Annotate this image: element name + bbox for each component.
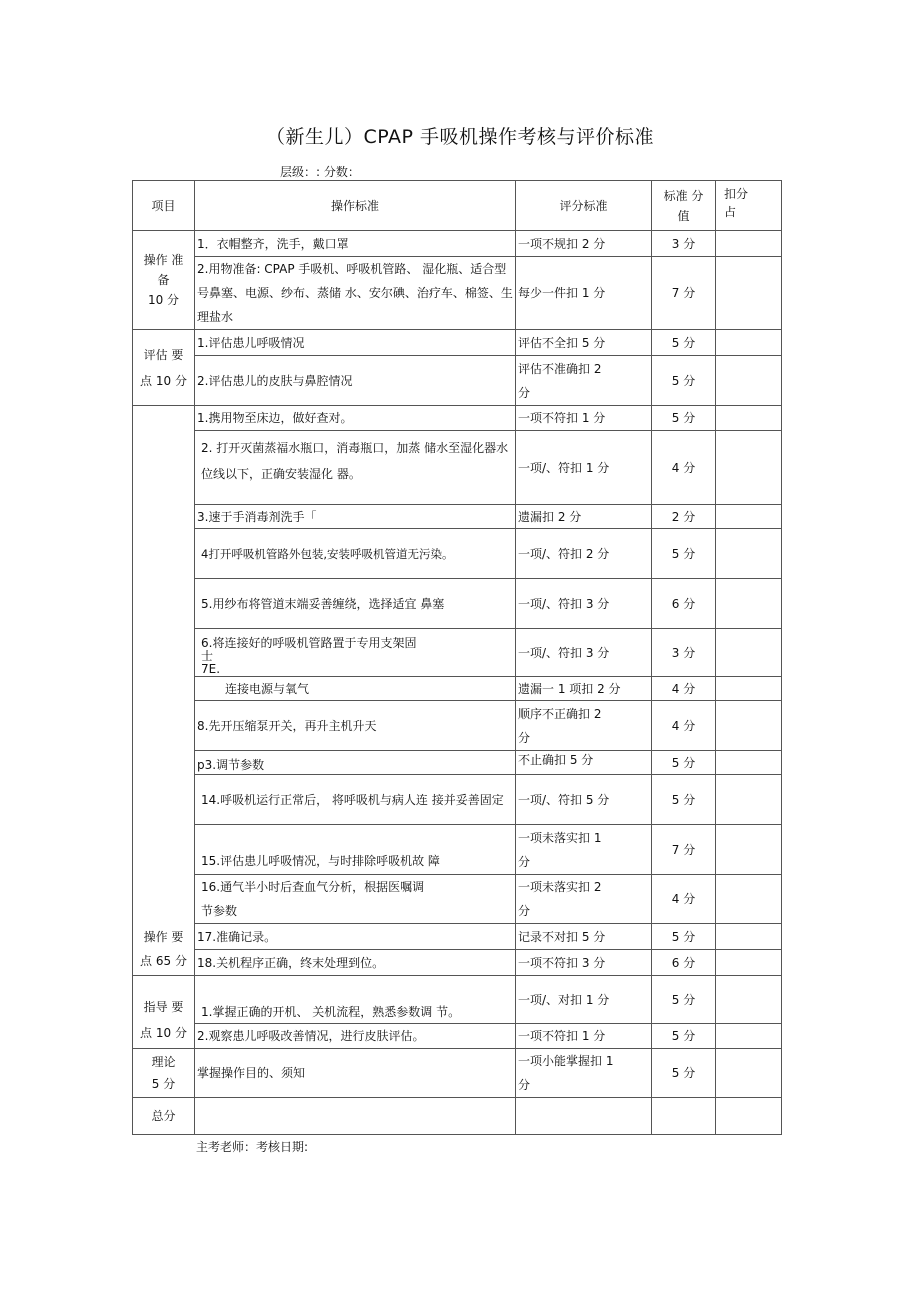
header-deduction: 扣分 占 — [716, 181, 782, 231]
category-theory: 理论 5 分 — [133, 1049, 195, 1098]
row-deduction[interactable] — [716, 330, 782, 356]
row-rule: 一项不符扣 1 分 — [516, 1024, 652, 1049]
table-row — [133, 976, 782, 1024]
category-assess: 评估 要 点 10 分 — [133, 330, 195, 406]
row-op: 18.关机程序正确，终末处理到位。 — [195, 950, 516, 976]
total-score-cell[interactable] — [652, 1098, 716, 1135]
row-rule: 一项/、对扣 1 分 — [516, 976, 652, 1024]
row-deduction[interactable] — [716, 924, 782, 950]
row-op: 2.用物准备: CPAP 手吸机、呼吸机管路、 湿化瓶、适合型号鼻塞、电源、纱布、蒸储 水、安尔碘、治疗车、棉签、生理盐水 — [195, 257, 516, 330]
row-rule: 评估不全扣 5 分 — [516, 330, 652, 356]
row-op: 1.携用物至床边，做好查对。 — [195, 406, 516, 431]
row-score: 3 分 — [652, 231, 716, 257]
row-op: 5.用纱布将管道末端妥善缠绕，选择适宜 鼻塞 — [195, 579, 516, 629]
row-score: 5 分 — [652, 924, 716, 950]
row-rule: 一项不符扣 3 分 — [516, 950, 652, 976]
row-rule: 遗漏一 1 项扣 2 分 — [516, 677, 652, 701]
row-deduction[interactable] — [716, 505, 782, 529]
total-deduction-cell[interactable] — [716, 1098, 782, 1135]
row-score: 5 分 — [652, 1049, 716, 1098]
row-op: 3.速于手消毒剂洗手「 — [195, 505, 516, 529]
table-row — [133, 629, 782, 677]
row-score: 7 分 — [652, 825, 716, 875]
table-row — [133, 356, 782, 406]
row-score: 5 分 — [652, 356, 716, 406]
total-op-cell[interactable] — [195, 1098, 516, 1135]
table-row — [133, 579, 782, 629]
row-rule: 一项未落实扣 1 分 — [516, 825, 652, 875]
table-row — [133, 950, 782, 976]
row-score: 5 分 — [652, 406, 716, 431]
category-prep: 操作 准 备 10 分 — [133, 231, 195, 330]
row-score: 5 分 — [652, 529, 716, 579]
footer-examiner-date: 主考老师：考核日期: — [196, 1140, 309, 1154]
table-row — [133, 677, 782, 701]
table-row-total — [133, 1098, 782, 1135]
table-row — [133, 505, 782, 529]
table-row — [133, 257, 782, 330]
row-deduction[interactable] — [716, 231, 782, 257]
row-rule: 顺序不正确扣 2 分 — [516, 701, 652, 751]
table-row — [133, 1024, 782, 1049]
row-deduction[interactable] — [716, 976, 782, 1024]
header-operation: 操作标准 — [195, 181, 516, 231]
row-score: 5 分 — [652, 775, 716, 825]
header-scoring: 评分标准 — [516, 181, 652, 231]
row-deduction[interactable] — [716, 701, 782, 751]
row-score: 5 分 — [652, 976, 716, 1024]
table-row — [133, 825, 782, 875]
row-op: 1．衣帽整齐，洗手，戴口罩 — [195, 231, 516, 257]
row-op: 17.准确记录。 — [195, 924, 516, 950]
row-score: 7 分 — [652, 257, 716, 330]
row-rule: 一项/、符扣 5 分 — [516, 775, 652, 825]
table-row — [133, 875, 782, 924]
row-deduction[interactable] — [716, 579, 782, 629]
row-rule: 一项/、符扣 2 分 — [516, 529, 652, 579]
table-row — [133, 775, 782, 825]
row-score: 4 分 — [652, 677, 716, 701]
row-deduction[interactable] — [716, 431, 782, 505]
table-row — [133, 231, 782, 257]
row-rule: 不止确扣 5 分 — [516, 751, 652, 775]
row-score: 2 分 — [652, 505, 716, 529]
row-deduction[interactable] — [716, 356, 782, 406]
row-score: 5 分 — [652, 1024, 716, 1049]
row-deduction[interactable] — [716, 950, 782, 976]
row-deduction[interactable] — [716, 257, 782, 330]
row-op: 16.通气半小时后查血气分析，根据医嘱调 节参数 — [195, 875, 516, 924]
row-deduction[interactable] — [716, 406, 782, 431]
row-op: 1.评估患儿呼吸情况 — [195, 330, 516, 356]
row-rule: 遗漏扣 2 分 — [516, 505, 652, 529]
row-op: 掌握操作目的、须知 — [195, 1049, 516, 1098]
table-row — [133, 1049, 782, 1098]
table-row — [133, 924, 782, 950]
row-op: 15.评估患儿呼吸情况，与时排除呼吸机故 障 — [195, 825, 516, 875]
row-score: 4 分 — [652, 875, 716, 924]
total-rule-cell[interactable] — [516, 1098, 652, 1135]
row-score: 4 分 — [652, 431, 716, 505]
row-rule: 一项/、符扣 3 分 — [516, 629, 652, 677]
row-rule: 一项不符扣 1 分 — [516, 406, 652, 431]
row-op: 2.评估患儿的皮肤与鼻腔情况 — [195, 356, 516, 406]
row-op: 8.先开压缩泵开关，再升主机升天 — [195, 701, 516, 751]
row-op: 4打开呼吸机管路外包装,安装呼吸机管道无污染。 — [195, 529, 516, 579]
row-score: 4 分 — [652, 701, 716, 751]
row-deduction[interactable] — [716, 1049, 782, 1098]
page-title: （新生儿）CPAP 手吸机操作考核与评价标准 — [265, 126, 654, 148]
row-rule: 一项/、符扣 3 分 — [516, 579, 652, 629]
table-row — [133, 529, 782, 579]
table-row — [133, 431, 782, 505]
row-op: 2. 打开灭菌蒸福水瓶口，消毒瓶口，加蒸 储水至湿化器水位线以下，正确安装湿化 器。 — [195, 431, 516, 505]
level-score-line: 层级：: 分数： — [280, 165, 360, 179]
row-rule: 一项小能掌握扣 1 分 — [516, 1049, 652, 1098]
row-score: 6 分 — [652, 579, 716, 629]
row-deduction[interactable] — [716, 677, 782, 701]
row-deduction[interactable] — [716, 775, 782, 825]
row-deduction[interactable] — [716, 825, 782, 875]
header-points: 标准 分 值 — [652, 181, 716, 231]
row-op: 连接电源与氧气 — [195, 677, 516, 701]
row-score: 6 分 — [652, 950, 716, 976]
category-guide: 指导 要 点 10 分 — [133, 976, 195, 1049]
table-row — [133, 751, 782, 775]
row-deduction[interactable] — [716, 529, 782, 579]
row-deduction[interactable] — [716, 875, 782, 924]
table-header-row — [133, 181, 782, 231]
row-rule: 一项不规扣 2 分 — [516, 231, 652, 257]
row-score: 5 分 — [652, 330, 716, 356]
row-rule: 每少一件扣 1 分 — [516, 257, 652, 330]
table-row — [133, 330, 782, 356]
row-deduction[interactable] — [716, 629, 782, 677]
row-op: 6.将连接好的呼吸机管路置于专用支架固 士 7E. — [195, 629, 516, 677]
table-row — [133, 701, 782, 751]
row-rule: 评估不准确扣 2 分 — [516, 356, 652, 406]
table-row — [133, 406, 782, 431]
category-ops: 操作 要 点 65 分 — [133, 406, 195, 976]
row-deduction[interactable] — [716, 1024, 782, 1049]
row-score: 5 分 — [652, 751, 716, 775]
header-item: 项目 — [133, 181, 195, 231]
row-op: p3.调节参数 — [195, 751, 516, 775]
row-score: 3 分 — [652, 629, 716, 677]
category-total: 总分 — [133, 1098, 195, 1135]
row-op: 2.观察患儿呼吸改善情况，进行皮肤评估。 — [195, 1024, 516, 1049]
row-rule: 一项未落实扣 2 分 — [516, 875, 652, 924]
row-op: 1.掌握正确的开机、 关机流程，熟悉参数调 节。 — [195, 976, 516, 1024]
row-rule: 记录不对扣 5 分 — [516, 924, 652, 950]
row-op: 14.呼吸机运行正常后， 将呼吸机与病人连 接并妥善固定 — [195, 775, 516, 825]
row-rule: 一项/、符扣 1 分 — [516, 431, 652, 505]
row-deduction[interactable] — [716, 751, 782, 775]
evaluation-table — [132, 180, 782, 1135]
